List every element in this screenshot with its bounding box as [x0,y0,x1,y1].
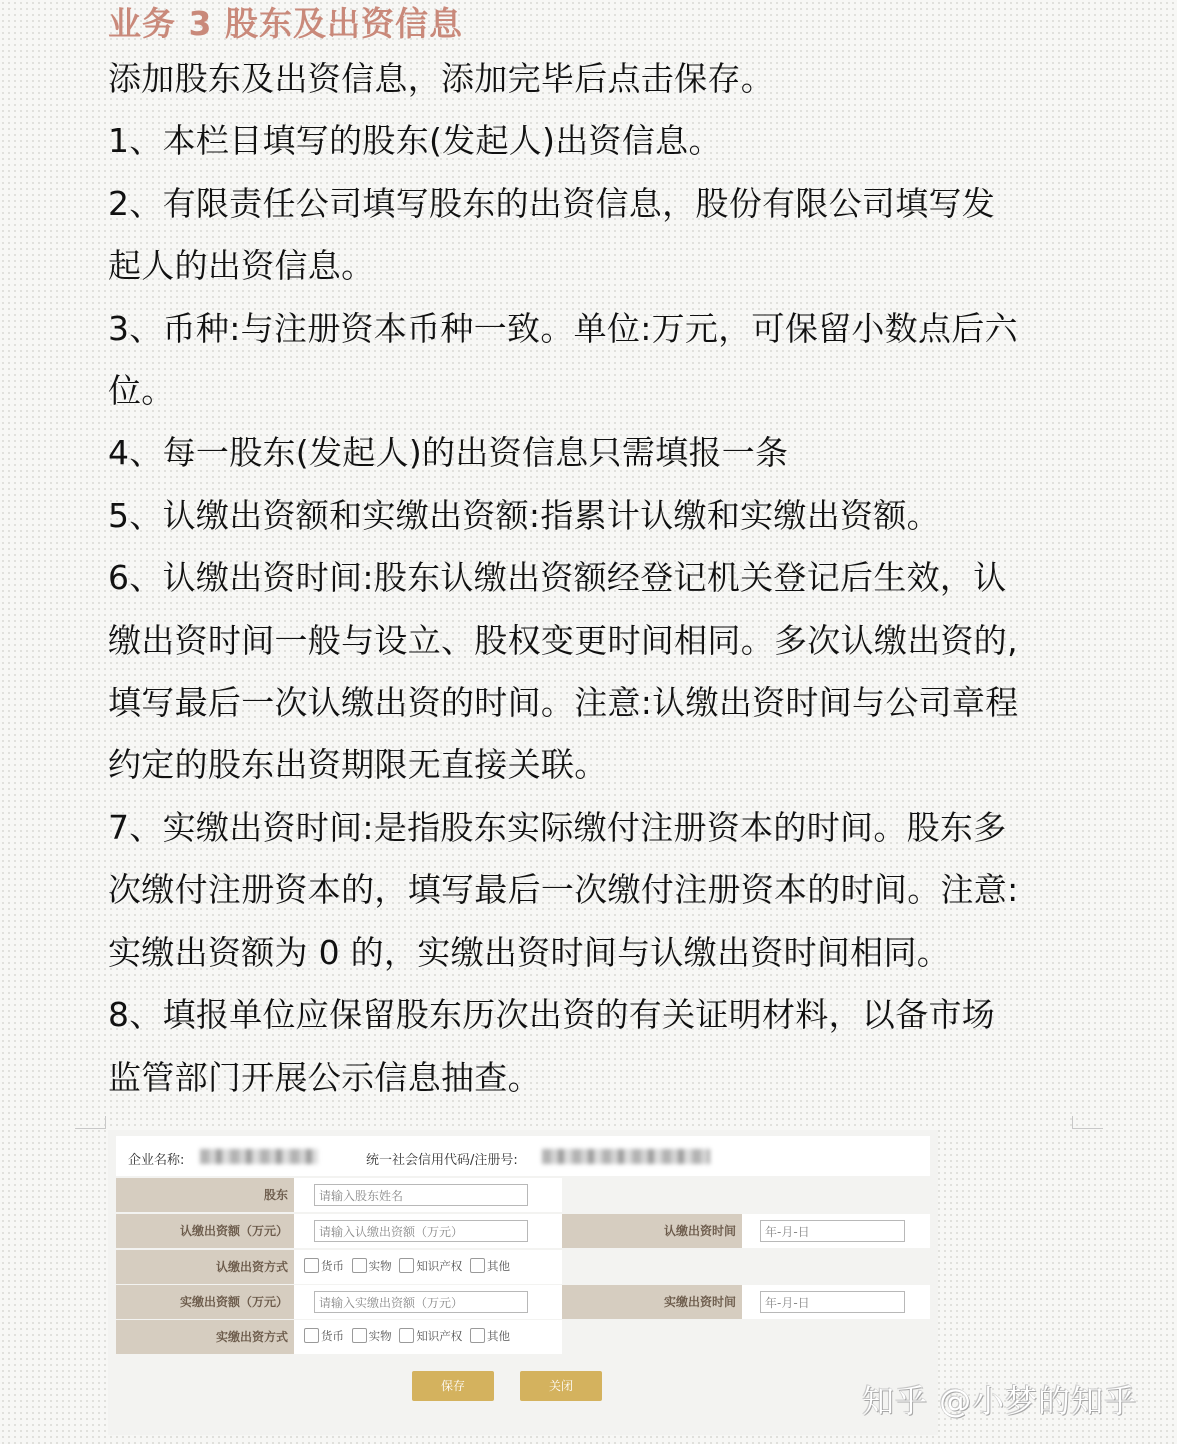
shareholder-label: 股东 [116,1178,294,1212]
paragraph-line: 起人的出资信息。 [108,246,375,286]
section-heading: 业务 3 股东及出资信息 [108,4,463,43]
company-name-label: 企业名称: [128,1153,185,1168]
paid-method-options [304,1328,514,1344]
paragraph-line: 填写最后一次认缴出资的时间。注意:认缴出资时间与公司章程 [108,683,1019,723]
method-option[interactable] [352,1258,392,1274]
subscribed-amount-label: 认缴出资额（万元） [116,1214,294,1248]
paragraph-line: 添加股东及出资信息，添加完毕后点击保存。 [108,59,774,98]
form-row-subscribed-method [116,1250,930,1284]
paragraph-line: 5、认缴出资额和实缴出资额:指累计认缴和实缴出资额。 [108,495,940,535]
subscribed-time-input[interactable]: 年-月-日 [760,1220,905,1242]
redacted-company-name [200,1149,318,1164]
paragraph-line: 约定的股东出资期限无直接关联。 [108,745,608,785]
checkbox[interactable] [470,1328,485,1343]
shareholder-cell [294,1178,562,1212]
paragraph-line: 6、认缴出资时间:股东认缴出资额经登记机关登记后生效，认 [108,558,1007,598]
option-label: 实物 [368,1259,392,1273]
subscribed-method-options [304,1258,514,1274]
option-label: 知识产权 [416,1259,463,1273]
save-button[interactable]: 保存 [412,1371,494,1401]
paid-method-cell [294,1320,562,1354]
option-label: 其他 [486,1329,510,1343]
paid-amount-label: 实缴出资额（万元） [116,1285,294,1319]
method-option[interactable] [304,1258,344,1274]
paragraph-line: 实缴出资额为 0 的，实缴出资时间与认缴出资时间相同。 [108,932,951,972]
close-button[interactable]: 关闭 [520,1371,602,1401]
subscribed-time-label: 认缴出资时间 [562,1214,742,1248]
paid-time-label: 实缴出资时间 [562,1285,742,1319]
shareholder-input[interactable]: 请输入股东姓名 [314,1184,528,1206]
paragraph-line: 1、本栏目填写的股东(发起人)出资信息。 [108,121,722,161]
checkbox[interactable] [352,1258,367,1273]
paragraph-line: 2、有限责任公司填写股东的出资信息，股份有限公司填写发 [108,183,996,223]
shareholder-form-screenshot [108,1130,938,1435]
paragraph-line: 位。 [108,371,175,411]
redacted-credit-code [542,1149,710,1164]
option-label: 货币 [321,1329,344,1343]
form-header [116,1136,930,1176]
method-option[interactable] [304,1328,344,1344]
paragraph-line: 次缴付注册资本的，填写最后一次缴付注册资本的时间。注意: [108,870,1019,910]
document-body [108,0,1073,1109]
form-row-paid-method [116,1320,930,1354]
checkbox[interactable] [399,1328,414,1343]
option-label: 其他 [486,1259,510,1273]
option-label: 知识产权 [416,1329,463,1343]
option-label: 实物 [368,1329,392,1343]
paragraph-line: 4、每一股东(发起人)的出资信息只需填报一条 [108,433,789,473]
checkbox[interactable] [304,1328,319,1343]
method-option[interactable] [470,1258,510,1274]
credit-code-label: 统一社会信用代码/注册号: [366,1153,518,1168]
method-option[interactable] [470,1328,510,1344]
form-row-shareholder [116,1178,930,1212]
paragraph-line: 3、币种:与注册资本币种一致。单位:万元，可保留小数点后六 [108,308,1018,348]
paid-amount-input[interactable]: 请输入实缴出资额（万元） [314,1291,528,1313]
subscribed-time-cell [742,1214,930,1248]
paid-method-label: 实缴出资方式 [116,1320,294,1354]
paid-time-cell [742,1285,930,1319]
option-label: 货币 [321,1259,344,1273]
paragraph-line: 7、实缴出资时间:是指股东实际缴付注册资本的时间。股东多 [108,807,1007,847]
subscribed-amount-cell [294,1214,562,1248]
subscribed-method-label: 认缴出资方式 [116,1250,294,1284]
paragraph-line: 监管部门开展公示信息抽查。 [108,1057,541,1097]
checkbox[interactable] [304,1258,319,1273]
subscribed-amount-input[interactable]: 请输入认缴出资额（万元） [314,1220,528,1242]
form-row-subscribed-amount [116,1214,930,1248]
checkbox[interactable] [399,1258,414,1273]
crop-mark-right [1072,1116,1103,1129]
crop-mark-left [75,1116,106,1129]
method-option[interactable] [399,1328,462,1344]
checkbox[interactable] [470,1258,485,1273]
form-row-paid-amount [116,1285,930,1319]
method-option[interactable] [352,1328,392,1344]
method-option[interactable] [399,1258,462,1274]
paid-time-input[interactable]: 年-月-日 [760,1291,905,1313]
checkbox[interactable] [352,1328,367,1343]
paragraph-line: 缴出资时间一般与设立、股权变更时间相同。多次认缴出资的, [108,620,1018,660]
paid-amount-cell [294,1285,562,1319]
paragraph-line: 8、填报单位应保留股东历次出资的有关证明材料，以备市场 [108,995,996,1035]
subscribed-method-cell [294,1250,562,1284]
zhihu-watermark: 知乎 @小梦的知乎 [862,1382,1138,1420]
